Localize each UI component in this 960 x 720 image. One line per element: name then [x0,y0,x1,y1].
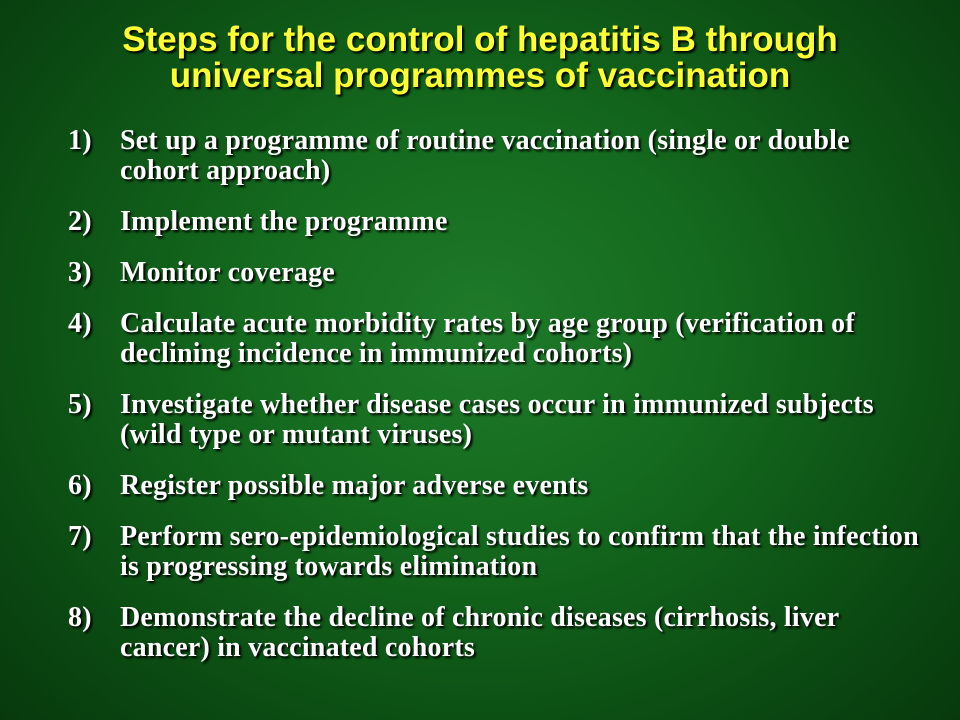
title-line-1: Steps for the control of hepatitis B through [122,20,838,59]
step-number: 3) [68,257,92,288]
step-item-1 [68,126,928,186]
step-item-3 [68,258,928,288]
step-item-6 [68,471,928,501]
step-number: 6) [68,470,92,501]
step-text: Calculate acute morbidity rates by age group (verification of declining incidence in immunized cohorts) [120,308,855,369]
step-number: 8) [68,602,92,633]
step-text: Register possible major adverse events [120,470,589,501]
steps-list [68,126,928,663]
step-text: Implement the programme [120,206,448,237]
slide-title [40,22,920,94]
step-text: Demonstrate the decline of chronic diseases (cirrhosis, liver cancer) in vaccinated cohorts [120,602,839,663]
step-text: Investigate whether disease cases occur in immunized subjects (wild type or mutant viruses) [120,389,874,450]
step-item-5 [68,390,928,450]
step-number: 2) [68,206,92,237]
step-number: 7) [68,521,92,552]
step-number: 5) [68,389,92,420]
step-number: 4) [68,308,92,339]
step-item-7 [68,522,928,582]
step-number: 1) [68,125,92,156]
step-text: Set up a programme of routine vaccination (single or double cohort approach) [120,125,850,186]
step-item-8 [68,603,928,663]
step-text: Perform sero-epidemiological studies to confirm that the infection is progressing towards elimination [120,521,919,582]
title-line-2: universal programmes of vaccination [169,56,791,95]
step-text: Monitor coverage [120,257,335,288]
step-item-4 [68,309,928,369]
step-item-2 [68,207,928,237]
